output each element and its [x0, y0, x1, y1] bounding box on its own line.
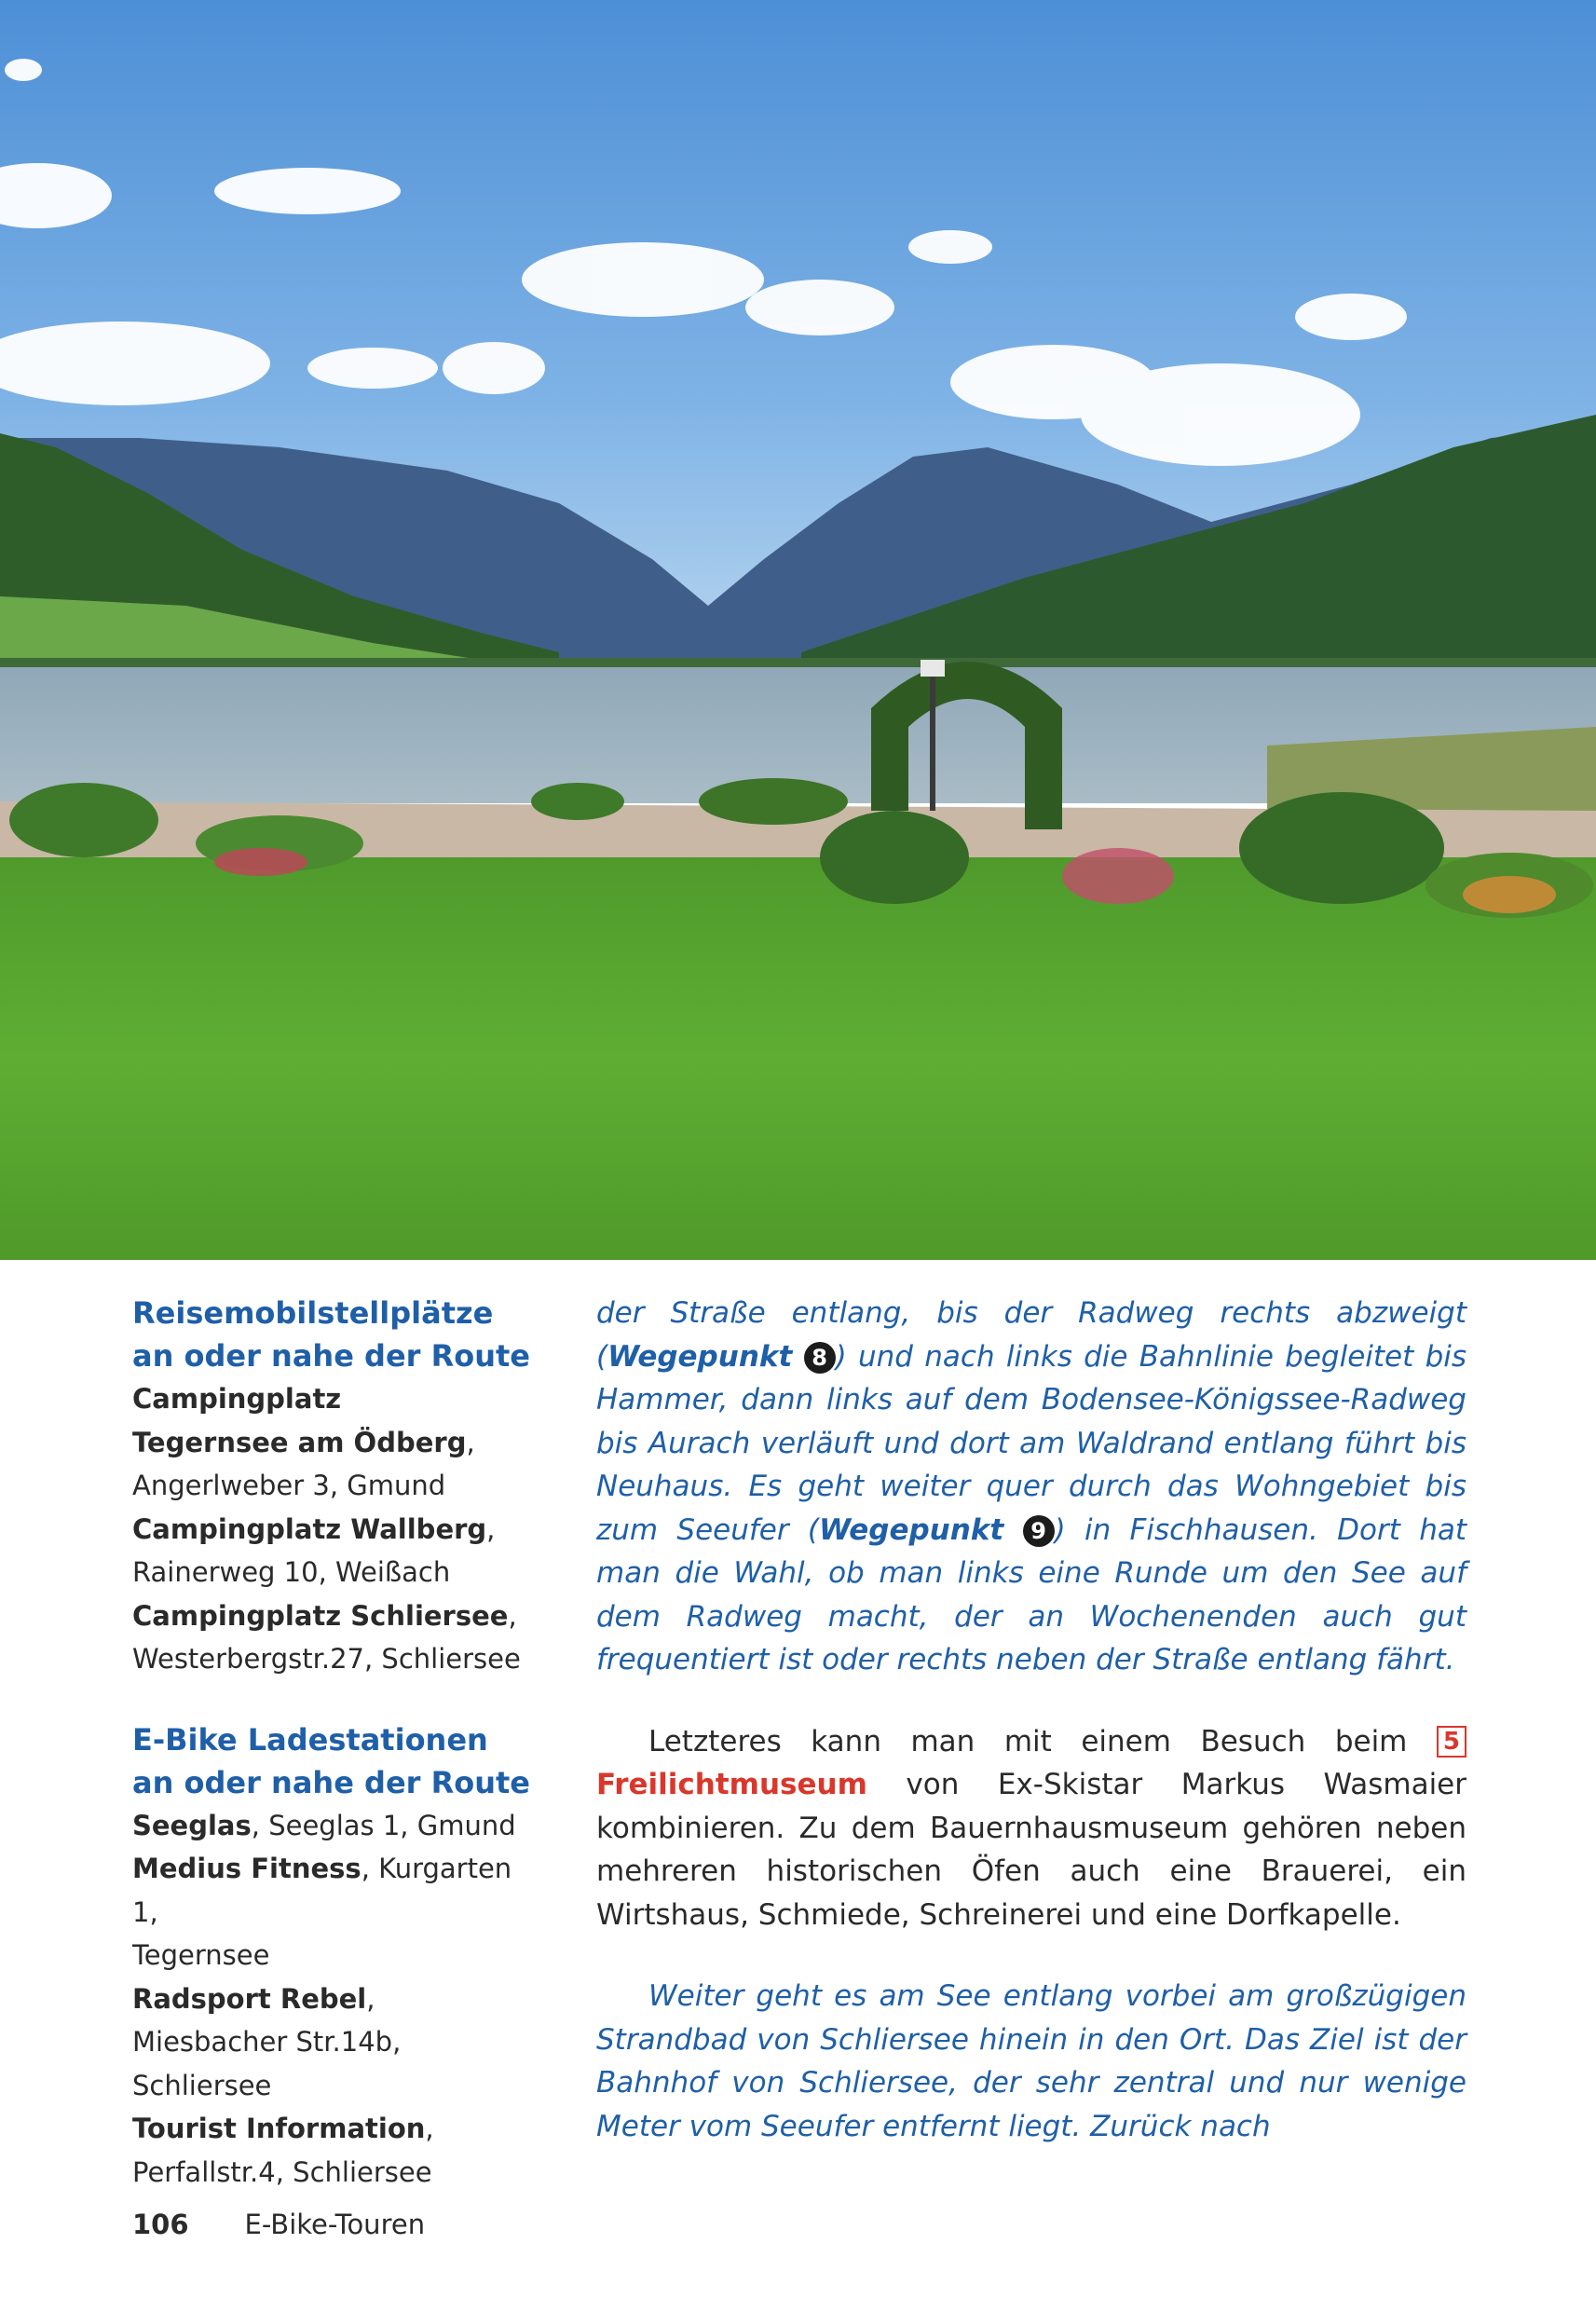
- poi-number-badge: 5: [1437, 1726, 1466, 1758]
- waypoint-9-badge: 9: [1023, 1515, 1055, 1547]
- running-title: E-Bike-Touren: [244, 2209, 426, 2240]
- page-footer: [132, 2209, 425, 2240]
- list-item: Radsport Rebel, Miesbacher Str.14b, Schliersee: [132, 1982, 402, 2101]
- list-item: Medius Fitness, Kurgarten 1, Tegernsee: [132, 1853, 512, 1971]
- waypoint-label: Wegepunkt: [819, 1512, 1004, 1547]
- main-text: [596, 1292, 1466, 2148]
- paragraph-strandbad: Weiter geht es am See entlang vorbei am großzügigen Strandbad von Schliersee hinein in den Ort. Das Ziel ist der Bahnhof von Schliersee, der sehr zentral und nur wenige Meter vom Seeufer entfernt liegt. Zurück nach: [596, 1979, 1466, 2143]
- paragraph-route-description: der Straße entlang, bis der Radweg rechts abzweigt (Wegepunkt 8 ) und nach links die Bahnlinie begleitet bis Hammer, dann links auf dem Bodensee-Königssee-Radweg bis Aurach verläuft und dort am Waldrand entlang führt bis Neuhaus. Es geht weiter quer durch das Wohngebiet bis zum Seeufer (Wegepunkt 9 ) in Fischhausen. Dort hat man die Wahl, ob man links eine Runde um den See auf dem Radweg macht, der an Wochenenden auch gut frequentiert ist oder rechts neben der Straße entlang fährt.: [596, 1296, 1467, 1676]
- list-item: Campingplatz Wallberg, Rainerweg 10, Weißach: [132, 1512, 496, 1588]
- sidebar: [132, 1292, 542, 2194]
- sidebar-heading-charging-stations: E-Bike Ladestationen an oder nahe der Route: [132, 1721, 530, 1800]
- list-item: Tourist Information, Perfallstr.4, Schliersee: [132, 2113, 434, 2188]
- list-item: Campingplatz Tegernsee am Ödberg, Angerlweber 3, Gmund: [132, 1383, 475, 1501]
- charging-stations-list: [132, 1804, 542, 2195]
- camper-sites-list: [132, 1377, 542, 1681]
- waypoint-label: Wegepunkt: [607, 1339, 793, 1374]
- list-item: Seeglas, Seeglas 1, Gmund: [132, 1809, 516, 1841]
- sidebar-heading-camper-sites: Reisemobilstellplätze an oder nahe der Route: [132, 1295, 530, 1374]
- page-number: 106: [132, 2209, 189, 2240]
- waypoint-8-badge: 8: [804, 1342, 836, 1374]
- poi-name-freilichtmuseum: Freilichtmuseum: [596, 1768, 867, 1801]
- paragraph-museum: Letzteres kann man mit einem Besuch beim 5 Freilichtmuseum von Ex-Skistar Markus Wasmaier kombinieren. Zu dem Bauernhausmuseum gehören neben mehreren historischen Öfen auch eine Brauerei, ein Wirtshaus, Schmiede, Schreinerei und eine Dorfkapelle.: [596, 1724, 1466, 1932]
- list-item: Campingplatz Schliersee, Westerbergstr.27, Schliersee: [132, 1599, 521, 1675]
